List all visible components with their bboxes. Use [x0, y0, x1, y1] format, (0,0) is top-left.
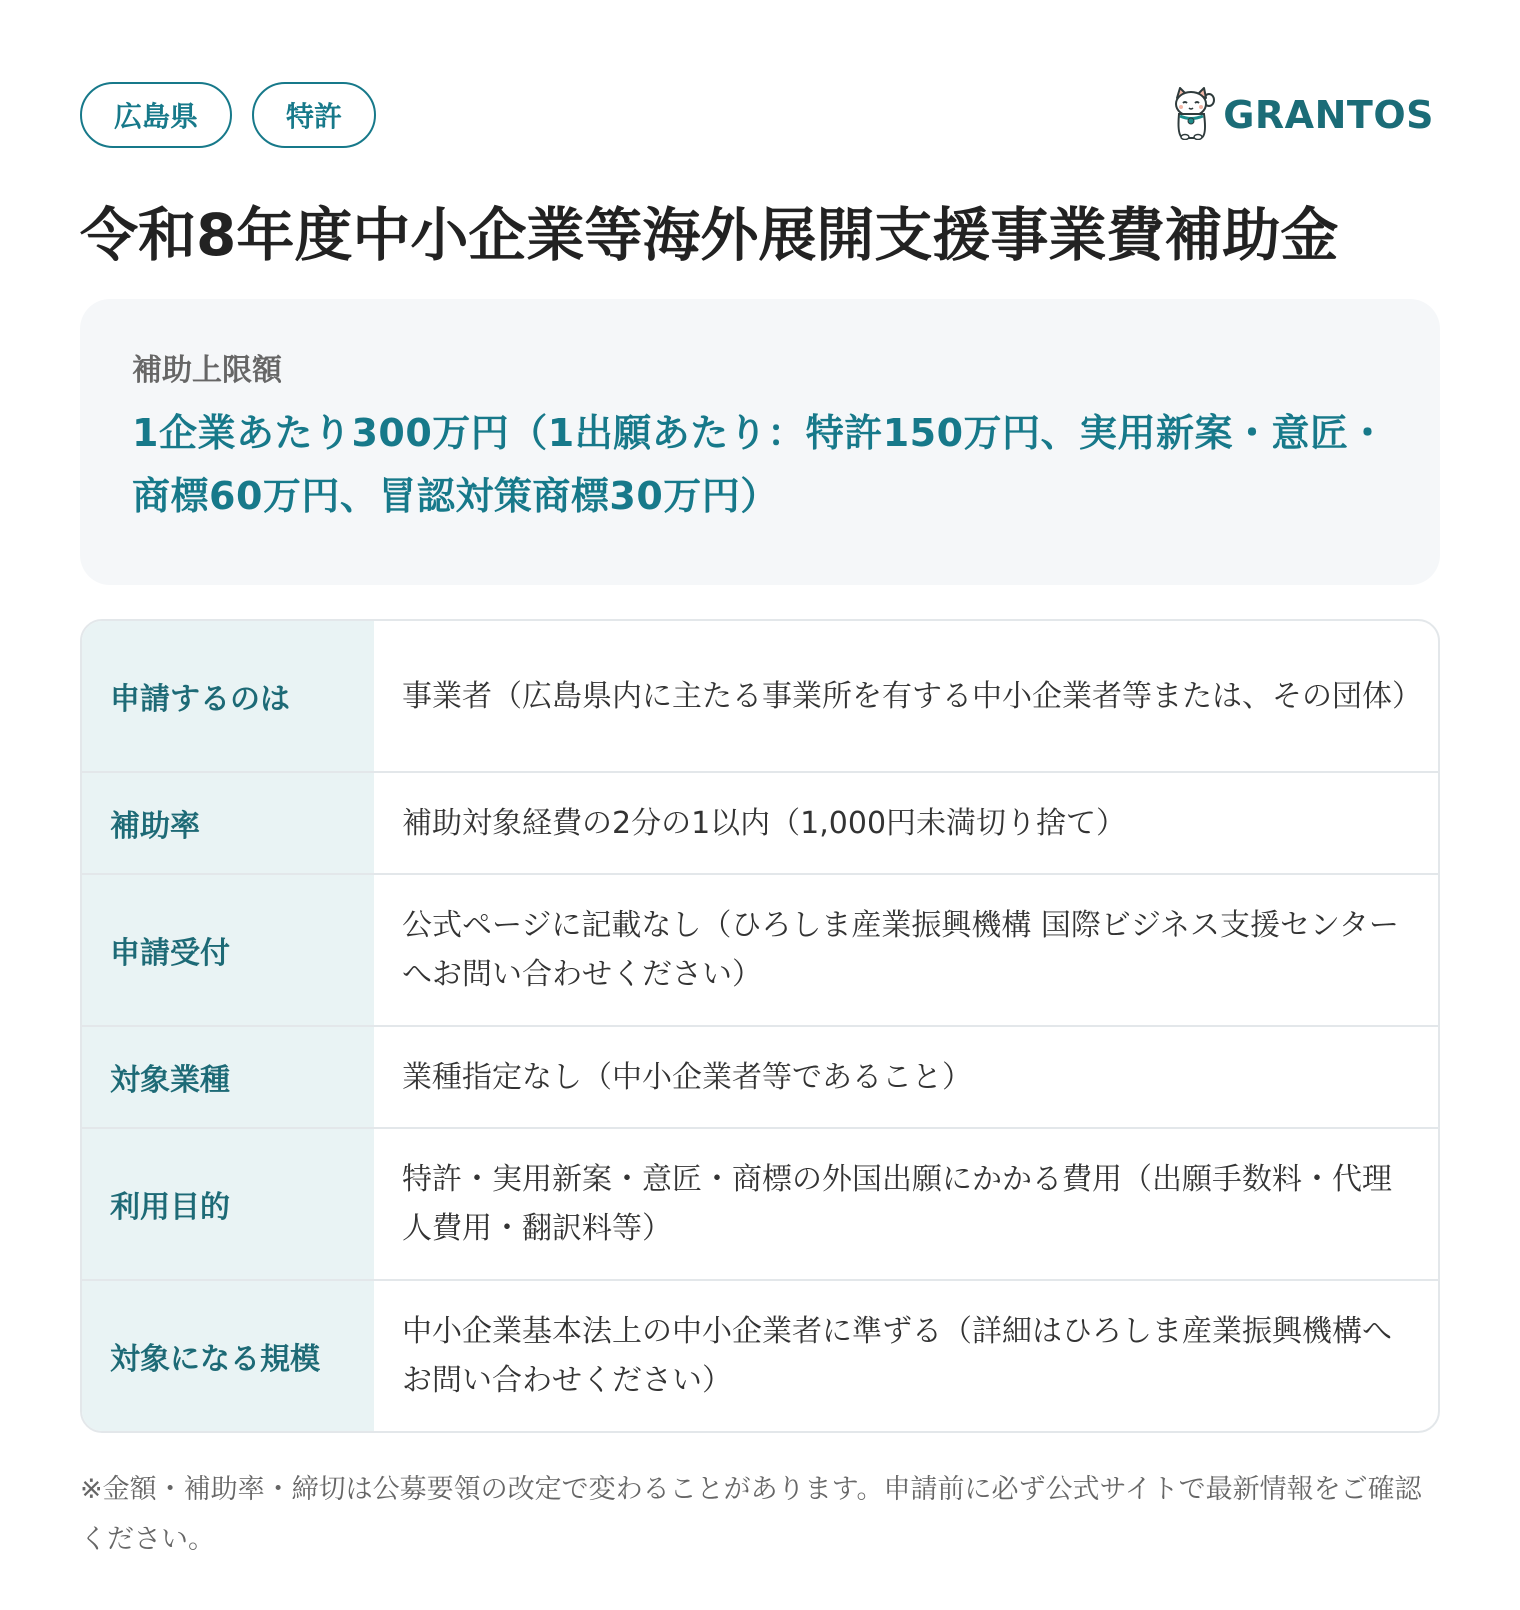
header-row: [80, 80, 1440, 150]
page-title: 令和8年度中小企業等海外展開支援事業費補助金: [80, 201, 1339, 269]
row-label-purpose: 利用目的: [82, 1129, 374, 1279]
tag-prefecture[interactable]: 広島県: [80, 82, 232, 148]
row-label-industry: 対象業種: [82, 1027, 374, 1127]
table-row: [82, 1127, 1438, 1279]
subsidy-limit-box: [80, 299, 1440, 585]
table-row: [82, 1279, 1438, 1431]
brand-name: GRANTOS: [1223, 93, 1434, 137]
row-value-purpose: 特許・実用新案・意匠・商標の外国出願にかかる費用（出願手数料・代理人費用・翻訳料等）: [402, 1161, 1392, 1247]
row-label-applicant: 申請するのは: [82, 621, 374, 771]
table-row: [82, 1025, 1438, 1127]
row-label-rate: 補助率: [82, 773, 374, 873]
subsidy-limit-label: 補助上限額: [132, 353, 282, 389]
tag-category[interactable]: 特許: [252, 82, 376, 148]
row-value-applicant: 事業者（広島県内に主たる事業所を有する中小企業者等または、その団体）: [402, 678, 1422, 714]
table-row: [82, 873, 1438, 1025]
row-value-scale: 中小企業基本法上の中小企業者に準ずる（詳細はひろしま産業振興機構へお問い合わせください）: [402, 1313, 1392, 1399]
row-value-industry: 業種指定なし（中小企業者等であること）: [402, 1059, 972, 1095]
subsidy-limit-value: 1企業あたり300万円（1出願あたり：特許150万円、実用新案・意匠・商標60万円、冒認対策商標30万円）: [132, 411, 1388, 519]
table-row: [82, 771, 1438, 873]
row-label-acceptance: 申請受付: [82, 875, 374, 1025]
disclaimer-note: ※金額・補助率・締切は公募要領の改定で変わることがあります。申請前に必ず公式サイトで最新情報をご確認ください。: [80, 1474, 1422, 1556]
brand-logo[interactable]: [1171, 86, 1434, 144]
row-label-scale: 対象になる規模: [82, 1281, 374, 1431]
table-row: [82, 621, 1438, 771]
row-value-acceptance: 公式ページに記載なし（ひろしま産業振興機構 国際ビジネス支援センターへお問い合わせください）: [402, 907, 1399, 993]
tag-list: [80, 82, 376, 148]
info-table: [80, 619, 1440, 1433]
row-value-rate: 補助対象経費の2分の1以内（1,000円未満切り捨て）: [402, 805, 1127, 841]
lucky-cat-icon: [1171, 86, 1215, 144]
